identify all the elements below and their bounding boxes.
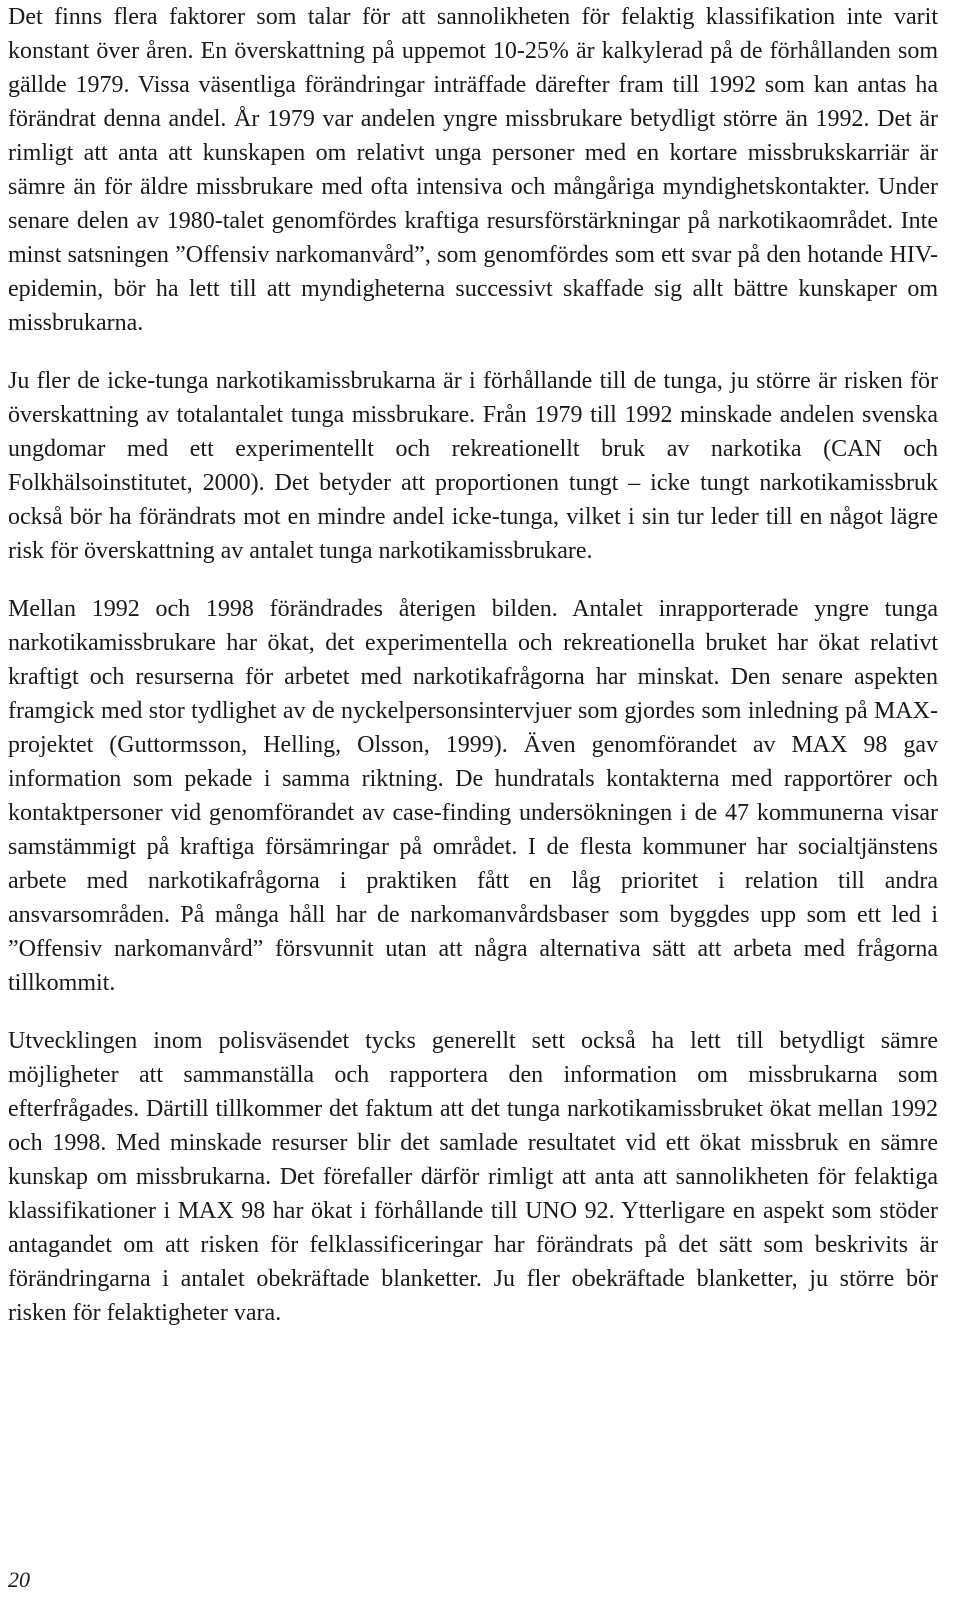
paragraph-4: Utvecklingen inom polisväsendet tycks generellt sett också ha lett till betydligt sämre möjligheter att sammanställa och rapportera den information om missbrukarna som efterfrågades. Därtill tillkommer det faktum att det tunga narkotikamissbruket ökat mellan 1992 och 1998. Med minskade resurser blir det samlade resultatet vid ett ökat missbruk en sämre kunskap om missbrukarna. Det förefaller därför rimligt att anta att sannolikheten för felaktiga klassifikationer i MAX 98 har ökat i förhållande till UNO 92. Ytterligare en aspekt som stöder antagandet om att risken för felklassificeringar har förändrats på det sätt som beskrivits är förändringarna i antalet obekräftade blanketter. Ju fler obekräftade blanketter, ju större bör risken för felaktigheter vara. xyxy=(8,1028,938,1326)
page-number: 20 xyxy=(8,1567,30,1592)
paragraph-2: Ju fler de icke-tunga narkotikamissbrukarna är i förhållande till de tunga, ju större är risken för överskattning av totalantalet tunga missbrukare. Från 1979 till 1992 minskade andelen svenska ungdomar med ett experimentellt och rekreationellt bruk av narkotika (CAN och Folkhälsoinstitutet, 2000). Det betyder att proportionen tungt – icke tungt narkotikamissbruk också bör ha förändrats mot en mindre andel icke-tunga, vilket i sin tur leder till en något lägre risk för överskattning av antalet tunga narkotikamissbrukare. xyxy=(8,368,938,564)
body-text xyxy=(8,0,938,1354)
paragraph-3: Mellan 1992 och 1998 förändrades återigen bilden. Antalet inrapporterade yngre tunga narkotikamissbrukare har ökat, det experimentella och rekreationella bruket har ökat relativt kraftigt och resurserna för arbetet med narkotikafrågorna har minskat. Den senare aspekten framgick med stor tydlighet av de nyckelpersonsintervjuer som gjordes som inledning på MAX-projektet (Guttormsson, Helling, Olsson, 1999). Även genomförandet av MAX 98 gav information som pekade i samma riktning. De hundratals kontakterna med rapportörer och kontaktpersoner vid genomförandet av case-finding undersökningen i de 47 kommunerna visar samstämmigt på kraftiga försämringar på området. I de flesta kommuner har socialtjänstens arbete med narkotikafrågorna i praktiken fått en låg prioritet i relation till andra ansvarsområden. På många håll har de narkomanvårdsbaser som byggdes upp som ett led i ”Offensiv narkomanvård” försvunnit utan att några alternativa sätt att arbeta med frågorna tillkommit. xyxy=(8,596,938,996)
paragraph-1: Det finns flera faktorer som talar för att sannolikheten för felaktig klassifikation inte varit konstant över åren. En överskattning på uppemot 10-25% är kalkylerad på de förhållanden som gällde 1979. Vissa väsentliga förändringar inträffade därefter fram till 1992 som kan antas ha förändrat denna andel. År 1979 var andelen yngre missbrukare betydligt större än 1992. Det är rimligt att anta att kunskapen om relativt unga personer med en kortare missbrukskarriär är sämre än för äldre missbrukare med ofta intensiva och mångåriga myndighetskontakter. Under senare delen av 1980-talet genomfördes kraftiga resursförstärkningar på narkotikaområdet. Inte minst satsningen ”Offensiv narkomanvård”, som genomfördes som ett svar på den hotande HIV-epidemin, bör ha lett till att myndigheterna successivt skaffade sig allt bättre kunskaper om missbrukarna. xyxy=(8,4,938,336)
